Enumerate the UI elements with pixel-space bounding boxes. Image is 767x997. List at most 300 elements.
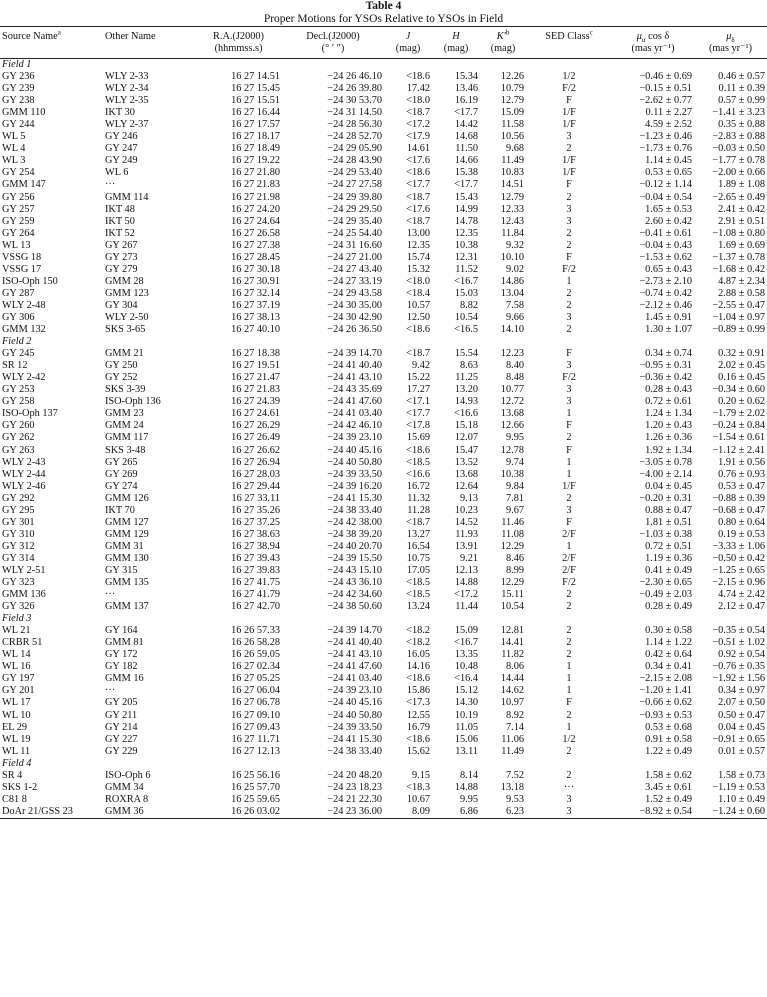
cell-other-name: GMM 123 xyxy=(105,287,149,299)
cell-ra: 16 27 05.25 xyxy=(231,673,280,685)
table-caption xyxy=(0,0,767,26)
header-mu-alpha-units: (mas yr⁻¹) xyxy=(612,43,694,59)
cell-j-mag: <17.1 xyxy=(406,396,430,408)
cell-mu-delta: −0.50 ± 0.42 xyxy=(712,552,765,564)
cell-k-mag: 10.38 xyxy=(500,468,524,480)
field-group-row xyxy=(0,758,767,770)
cell-h-mag: 14.42 xyxy=(454,119,478,131)
cell-sed-class: 2 xyxy=(566,601,572,613)
cell-ra: 16 26 59.05 xyxy=(231,649,280,661)
cell-other-name: WL 6 xyxy=(105,167,129,179)
cell-k-mag: 9.74 xyxy=(505,456,524,468)
cell-dec: −24 41 47.60 xyxy=(327,661,382,673)
cell-ra: 16 27 29.44 xyxy=(231,480,280,492)
cell-j-mag: <18.4 xyxy=(406,287,430,299)
cell-j-mag: <18.0 xyxy=(406,95,430,107)
cell-dec: −24 39 23.10 xyxy=(327,432,382,444)
cell-mu-alpha: −3.05 ± 0.78 xyxy=(639,456,692,468)
cell-k-mag: 7.52 xyxy=(505,769,524,781)
cell-other-name: GMM 24 xyxy=(105,420,144,432)
cell-ra: 16 27 28.03 xyxy=(231,468,280,480)
cell-j-mag: <18.6 xyxy=(406,733,430,745)
cell-sed-class: F/2 xyxy=(562,372,576,384)
cell-j-mag: <17.3 xyxy=(406,697,430,709)
cell-other-name: GMM 135 xyxy=(105,577,149,589)
cell-other-name: SKS 3-65 xyxy=(105,324,146,336)
cell-mu-alpha: −8.92 ± 0.54 xyxy=(612,806,694,819)
cell-k-mag: 13.04 xyxy=(500,287,524,299)
table-row xyxy=(0,228,767,240)
table-row xyxy=(0,673,767,685)
cell-source-name: GY 254 xyxy=(2,167,35,179)
field-group-row xyxy=(0,336,767,348)
cell-h-mag: 8.63 xyxy=(459,360,478,372)
table-row xyxy=(0,252,767,264)
cell-mu-delta: 0.34 ± 0.97 xyxy=(718,685,765,697)
cell-source-name: WL 13 xyxy=(2,239,31,251)
cell-k-mag: 14.62 xyxy=(500,685,524,697)
cell-mu-alpha: 1.58 ± 0.62 xyxy=(645,769,692,781)
cell-other-name: GMM 130 xyxy=(105,552,149,564)
table-row xyxy=(0,601,767,613)
cell-h-mag: 15.06 xyxy=(454,733,478,745)
cell-k-mag: 8.99 xyxy=(505,564,524,576)
cell-dec: −24 23 18.23 xyxy=(327,781,382,793)
cell-h-mag: 13.46 xyxy=(454,83,478,95)
cell-h-mag: 13.68 xyxy=(454,468,478,480)
cell-k-mag: 10.10 xyxy=(500,251,524,263)
header-dec-units: (° ′ ″) xyxy=(282,43,384,59)
table-row xyxy=(0,637,767,649)
cell-mu-delta: 1.58 ± 0.73 xyxy=(718,769,765,781)
cell-h-mag: 12.35 xyxy=(454,227,478,239)
header-source-name: Source Name$^a$ xyxy=(0,27,103,44)
cell-k-mag: 12.78 xyxy=(500,444,524,456)
table-row xyxy=(0,589,767,601)
cell-source-name: GY 238 xyxy=(2,95,35,107)
cell-mu-delta: −1.19 ± 0.53 xyxy=(712,781,765,793)
cell-j-mag: 17.05 xyxy=(406,564,430,576)
cell-ra: 16 27 26.49 xyxy=(231,432,280,444)
cell-mu-alpha: 4.59 ± 2.52 xyxy=(645,119,692,131)
field-group-row xyxy=(0,59,767,72)
cell-h-mag: 12.07 xyxy=(454,432,478,444)
cell-dec: −24 39 23.10 xyxy=(327,685,382,697)
cell-mu-delta: 4.87 ± 2.34 xyxy=(718,275,765,287)
cell-dec: −24 40 45.16 xyxy=(327,697,382,709)
header-dec: Decl.(J2000) xyxy=(282,27,384,44)
cell-mu-delta: −0.34 ± 0.60 xyxy=(712,384,765,396)
cell-sed-class: F/2 xyxy=(562,83,576,95)
cell-dec: −24 42 34.60 xyxy=(327,589,382,601)
table-row xyxy=(0,625,767,637)
cell-k-mag: 10.54 xyxy=(500,601,524,613)
cell-mu-alpha: 1.26 ± 0.36 xyxy=(645,432,692,444)
cell-mu-alpha: −1.03 ± 0.38 xyxy=(639,528,692,540)
header-units-empty-1 xyxy=(0,43,103,59)
cell-k-mag: 9.68 xyxy=(505,143,524,155)
table-row xyxy=(0,806,767,819)
cell-mu-delta: 0.32 ± 0.91 xyxy=(718,348,765,360)
cell-dec: −24 39 33.50 xyxy=(327,721,382,733)
cell-mu-alpha: −1.73 ± 0.76 xyxy=(639,143,692,155)
cell-other-name: GMM 21 xyxy=(105,348,144,360)
cell-sed-class: F xyxy=(566,444,572,456)
cell-h-mag: 13.20 xyxy=(454,384,478,396)
header-mu-delta: $\mu_\delta$ xyxy=(694,27,767,44)
table-header xyxy=(0,27,767,59)
table-row xyxy=(0,396,767,408)
cell-source-name: WL 10 xyxy=(2,709,31,721)
cell-dec: −24 27 43.40 xyxy=(327,263,382,275)
cell-other-name: ISO-Oph 136 xyxy=(105,396,161,408)
cell-mu-delta: −0.68 ± 0.47 xyxy=(712,504,765,516)
cell-sed-class: 3 xyxy=(566,384,572,396)
cell-h-mag: 15.03 xyxy=(454,287,478,299)
cell-ra: 16 27 24.39 xyxy=(231,396,280,408)
table-row xyxy=(0,264,767,276)
cell-ra: 16 27 39.43 xyxy=(231,552,280,564)
table-row xyxy=(0,348,767,360)
cell-j-mag: 11.32 xyxy=(407,492,430,504)
cell-k-mag: 12.29 xyxy=(500,577,524,589)
cell-dec: −24 39 33.50 xyxy=(327,468,382,480)
cell-sed-class: 2 xyxy=(566,637,572,649)
cell-j-mag: 16.05 xyxy=(406,649,430,661)
cell-k-mag: 11.84 xyxy=(501,227,524,239)
cell-h-mag: 14.88 xyxy=(454,781,478,793)
cell-j-mag: 15.32 xyxy=(406,263,430,275)
cell-k-mag: 11.46 xyxy=(501,516,524,528)
table-row xyxy=(0,505,767,517)
header-mu-delta-units: (mas yr⁻¹) xyxy=(694,43,767,59)
table-row xyxy=(0,167,767,179)
cell-sed-class: 2 xyxy=(566,143,572,155)
cell-other-name: IKT 52 xyxy=(105,227,135,239)
cell-dec: −24 31 16.60 xyxy=(327,239,382,251)
cell-source-name: GY 262 xyxy=(2,432,35,444)
cell-k-mag: 15.09 xyxy=(500,107,524,119)
cell-mu-alpha: −0.46 ± 0.69 xyxy=(639,71,692,83)
cell-mu-alpha: −1.20 ± 1.41 xyxy=(639,685,692,697)
cell-h-mag: 15.38 xyxy=(454,167,478,179)
header-ra-units: (hhmmss.s) xyxy=(195,43,282,59)
cell-k-mag: 12.29 xyxy=(500,540,524,552)
cell-ra: 16 27 40.10 xyxy=(231,324,280,336)
cell-sed-class: 3 xyxy=(566,793,572,805)
cell-j-mag: 10.67 xyxy=(406,793,430,805)
cell-k-mag: 12.26 xyxy=(500,71,524,83)
cell-j-mag: 17.27 xyxy=(406,384,430,396)
cell-source-name: GY 264 xyxy=(2,227,35,239)
cell-dec: −24 31 14.50 xyxy=(327,107,382,119)
cell-dec: −24 41 43.10 xyxy=(327,372,382,384)
cell-mu-delta: 2.12 ± 0.47 xyxy=(718,601,765,613)
table-row xyxy=(0,529,767,541)
cell-other-name: GMM 34 xyxy=(105,781,144,793)
cell-sed-class: 2/F xyxy=(562,528,576,540)
cell-dec: −24 28 56.30 xyxy=(327,119,382,131)
cell-h-mag: 13.11 xyxy=(455,745,478,757)
cell-source-name: WLY 2-51 xyxy=(2,564,46,576)
cell-mu-alpha: 0.34 ± 0.74 xyxy=(645,348,692,360)
cell-sed-class: 1 xyxy=(566,408,572,420)
cell-j-mag: 16.79 xyxy=(406,721,430,733)
cell-mu-alpha: −2.30 ± 0.65 xyxy=(639,577,692,589)
cell-mu-delta: 2.02 ± 0.45 xyxy=(718,360,765,372)
cell-ra: 16 26 57.33 xyxy=(231,625,280,637)
cell-other-name: GY 269 xyxy=(105,468,138,480)
cell-mu-alpha: 0.88 ± 0.47 xyxy=(645,504,692,516)
cell-other-name: GY 273 xyxy=(105,251,138,263)
cell-h-mag: 16.19 xyxy=(454,95,478,107)
cell-ra: 16 27 19.51 xyxy=(231,360,280,372)
cell-ra: 16 27 26.58 xyxy=(231,227,280,239)
header-k: $K'^b$ xyxy=(480,27,526,44)
cell-mu-delta: −2.15 ± 0.96 xyxy=(712,577,765,589)
cell-h-mag: 10.48 xyxy=(454,661,478,673)
cell-mu-alpha: 0.53 ± 0.65 xyxy=(645,167,692,179)
cell-dec: −24 38 50.60 xyxy=(327,601,382,613)
cell-dec: −24 26 46.10 xyxy=(327,71,382,83)
cell-other-name: GY 252 xyxy=(105,372,138,384)
cell-source-name: GY 306 xyxy=(2,311,35,323)
cell-j-mag: 16.54 xyxy=(406,540,430,552)
cell-mu-delta: −1.25 ± 0.65 xyxy=(712,564,765,576)
cell-other-name: GY 246 xyxy=(105,131,138,143)
cell-mu-alpha: −0.49 ± 2.03 xyxy=(639,589,692,601)
cell-source-name: WL 16 xyxy=(2,661,31,673)
cell-j-mag: <18.2 xyxy=(406,637,430,649)
cell-k-mag: 14.41 xyxy=(500,637,524,649)
cell-mu-alpha: −1.23 ± 0.46 xyxy=(639,131,692,143)
cell-j-mag: 15.86 xyxy=(406,685,430,697)
cell-source-name: ISO-Oph 150 xyxy=(2,275,58,287)
cell-mu-delta: −0.24 ± 0.84 xyxy=(712,420,765,432)
cell-mu-alpha: 1.52 ± 0.49 xyxy=(645,793,692,805)
cell-j-mag: 11.28 xyxy=(407,504,430,516)
table-row xyxy=(0,541,767,553)
cell-mu-delta: −0.35 ± 0.54 xyxy=(712,625,765,637)
cell-source-name: WL 11 xyxy=(2,745,31,757)
cell-j-mag: <18.3 xyxy=(406,781,430,793)
table-row xyxy=(0,288,767,300)
cell-mu-alpha: 0.28 ± 0.43 xyxy=(645,384,692,396)
cell-ra: 16 27 02.34 xyxy=(231,661,280,673)
cell-mu-delta: −1.92 ± 1.56 xyxy=(712,673,765,685)
field-group-row xyxy=(0,613,767,625)
cell-k-mag: 9.02 xyxy=(505,263,524,275)
cell-ra: 16 27 12.13 xyxy=(231,745,280,757)
cell-k-mag: 12.72 xyxy=(500,396,524,408)
cell-other-name: GMM 127 xyxy=(105,516,149,528)
cell-k-mag: 7.58 xyxy=(505,299,524,311)
cell-h-mag: <16.7 xyxy=(454,637,478,649)
cell-source-name: WL 3 xyxy=(2,155,26,167)
cell-mu-delta: −1.37 ± 0.78 xyxy=(712,251,765,263)
cell-other-name: GMM 23 xyxy=(105,408,144,420)
cell-ra: 16 27 24.61 xyxy=(231,408,280,420)
cell-j-mag: <17.7 xyxy=(406,408,430,420)
cell-mu-alpha: −2.12 ± 0.46 xyxy=(639,299,692,311)
cell-dec: −24 39 14.70 xyxy=(327,348,382,360)
table-row xyxy=(0,685,767,697)
cell-other-name: GMM 114 xyxy=(105,191,149,203)
table-row xyxy=(0,192,767,204)
cell-mu-delta: −0.89 ± 0.99 xyxy=(712,324,765,336)
cell-k-mag: 15.11 xyxy=(501,589,524,601)
cell-other-name: GY 227 xyxy=(105,733,138,745)
cell-h-mag: <16.6 xyxy=(454,408,478,420)
cell-h-mag: 15.54 xyxy=(454,348,478,360)
cell-j-mag: 17.42 xyxy=(406,83,430,95)
table-title: Proper Motions for YSOs Relative to YSOs in Field xyxy=(263,13,504,25)
cell-dec: −24 27 33.19 xyxy=(327,275,382,287)
cell-mu-alpha: −0.15 ± 0.51 xyxy=(639,83,692,95)
cell-source-name: GMM 147 xyxy=(2,179,46,191)
cell-mu-delta: 2.91 ± 0.51 xyxy=(718,215,765,227)
cell-mu-alpha: 1.14 ± 1.22 xyxy=(645,637,692,649)
cell-sed-class: 3 xyxy=(566,396,572,408)
cell-j-mag: <17.8 xyxy=(406,420,430,432)
cell-mu-delta: −0.91 ± 0.65 xyxy=(712,733,765,745)
cell-other-name: GY 211 xyxy=(105,709,138,721)
cell-mu-delta: −1.41 ± 3.23 xyxy=(712,107,765,119)
table-row xyxy=(0,782,767,794)
cell-j-mag: <18.7 xyxy=(406,348,430,360)
cell-source-name: WLY 2-48 xyxy=(2,299,46,311)
cell-ra: 16 27 06.04 xyxy=(231,685,280,697)
cell-mu-delta: −0.51 ± 1.02 xyxy=(712,637,765,649)
cell-mu-delta: −1.04 ± 0.97 xyxy=(712,311,765,323)
cell-h-mag: 11.25 xyxy=(455,372,478,384)
header-units-empty-2 xyxy=(103,43,195,59)
cell-k-mag: 8.06 xyxy=(505,661,524,673)
cell-dec: −24 28 52.70 xyxy=(327,131,382,143)
cell-ra: 16 27 21.83 xyxy=(231,384,280,396)
cell-j-mag: <18.6 xyxy=(406,324,430,336)
cell-j-mag: 10.57 xyxy=(406,299,430,311)
cell-ra: 16 27 28.45 xyxy=(231,251,280,263)
cell-j-mag: 16.72 xyxy=(406,480,430,492)
table-row xyxy=(0,432,767,444)
cell-mu-delta: 0.80 ± 0.64 xyxy=(718,516,765,528)
cell-h-mag: 8.14 xyxy=(459,769,478,781)
cell-sed-class: F xyxy=(566,348,572,360)
cell-h-mag: 11.93 xyxy=(455,528,478,540)
cell-j-mag: 13.00 xyxy=(406,227,430,239)
cell-mu-alpha: 1.24 ± 1.34 xyxy=(645,408,692,420)
table-row xyxy=(0,155,767,167)
cell-source-name: WLY 2-42 xyxy=(2,372,46,384)
table-row xyxy=(0,384,767,396)
cell-k-mag: 13.68 xyxy=(500,408,524,420)
cell-h-mag: 14.30 xyxy=(454,697,478,709)
cell-other-name: IKT 30 xyxy=(105,107,135,119)
cell-mu-alpha: −0.20 ± 0.31 xyxy=(639,492,692,504)
cell-other-name: IKT 48 xyxy=(105,203,135,215)
cell-dec: −24 40 50.80 xyxy=(327,709,382,721)
cell-sed-class: 1 xyxy=(566,456,572,468)
cell-mu-alpha: 1.92 ± 1.34 xyxy=(645,444,692,456)
cell-other-name: ISO-Oph 6 xyxy=(105,769,151,781)
cell-dec: −24 25 54.40 xyxy=(327,227,382,239)
cell-sed-class: 3 xyxy=(566,360,572,372)
cell-h-mag: 14.66 xyxy=(454,155,478,167)
cell-other-name: WLY 2-37 xyxy=(105,119,149,131)
cell-ra: 16 27 06.78 xyxy=(231,697,280,709)
cell-k-mag: 12.33 xyxy=(500,203,524,215)
cell-dec: −24 38 33.40 xyxy=(327,504,382,516)
cell-dec: −24 40 20.70 xyxy=(327,540,382,552)
cell-dec: −24 27 21.00 xyxy=(327,251,382,263)
cell-sed-class: 1/F xyxy=(562,480,576,492)
cell-mu-alpha: 0.72 ± 0.51 xyxy=(645,540,692,552)
cell-other-name: GY 229 xyxy=(105,745,138,757)
cell-dec: −24 28 43.90 xyxy=(327,155,382,167)
table-row xyxy=(0,770,767,782)
table-row xyxy=(0,661,767,673)
cell-k-mag: 11.08 xyxy=(501,528,524,540)
cell-dec: −24 30 42.90 xyxy=(327,311,382,323)
cell-mu-delta: 1.10 ± 0.49 xyxy=(718,793,765,805)
table-row xyxy=(0,697,767,709)
cell-j-mag: 8.09 xyxy=(384,806,432,819)
cell-dec: −24 39 15.50 xyxy=(327,552,382,564)
cell-ra: 16 27 15.51 xyxy=(231,95,280,107)
table-row xyxy=(0,577,767,589)
cell-k-mag: 8.46 xyxy=(505,552,524,564)
cell-j-mag: 15.62 xyxy=(406,745,430,757)
cell-mu-delta: 0.50 ± 0.47 xyxy=(718,709,765,721)
cell-mu-alpha: 0.91 ± 0.58 xyxy=(645,733,692,745)
cell-source-name: WLY 2-44 xyxy=(2,468,46,480)
cell-other-name: ··· xyxy=(105,179,116,191)
cell-mu-alpha: 2.60 ± 0.42 xyxy=(645,215,692,227)
cell-other-name: ··· xyxy=(105,589,116,601)
cell-k-mag: 6.23 xyxy=(480,806,526,819)
cell-sed-class: 1 xyxy=(566,468,572,480)
cell-source-name: GY 236 xyxy=(2,71,35,83)
cell-k-mag: 11.82 xyxy=(501,649,524,661)
cell-mu-alpha: 1.30 ± 1.07 xyxy=(645,324,692,336)
table-row xyxy=(0,553,767,565)
table-row xyxy=(0,420,767,432)
table-row xyxy=(0,71,767,83)
cell-h-mag: 14.99 xyxy=(454,203,478,215)
cell-j-mag: <18.5 xyxy=(406,589,430,601)
cell-j-mag: 14.61 xyxy=(406,143,430,155)
cell-other-name: GY 267 xyxy=(105,239,138,251)
cell-other-name: GMM 137 xyxy=(105,601,149,613)
cell-other-name: ··· xyxy=(105,685,116,697)
cell-k-mag: 10.83 xyxy=(500,167,524,179)
cell-h-mag: 10.23 xyxy=(454,504,478,516)
cell-k-mag: 8.40 xyxy=(505,360,524,372)
cell-other-name: GY 279 xyxy=(105,263,138,275)
cell-sed-class: ··· xyxy=(563,781,575,793)
cell-ra: 16 27 21.83 xyxy=(231,179,280,191)
cell-sed-class: 3 xyxy=(566,504,572,516)
cell-mu-delta: 1.91 ± 0.56 xyxy=(718,456,765,468)
cell-mu-delta: −0.76 ± 0.35 xyxy=(712,661,765,673)
cell-dec: −24 29 05.90 xyxy=(327,143,382,155)
cell-j-mag: <18.6 xyxy=(406,444,430,456)
cell-dec: −24 30 35.00 xyxy=(327,299,382,311)
cell-mu-delta: 0.11 ± 0.39 xyxy=(718,83,765,95)
table-row xyxy=(0,312,767,324)
cell-other-name: IKT 70 xyxy=(105,504,135,516)
